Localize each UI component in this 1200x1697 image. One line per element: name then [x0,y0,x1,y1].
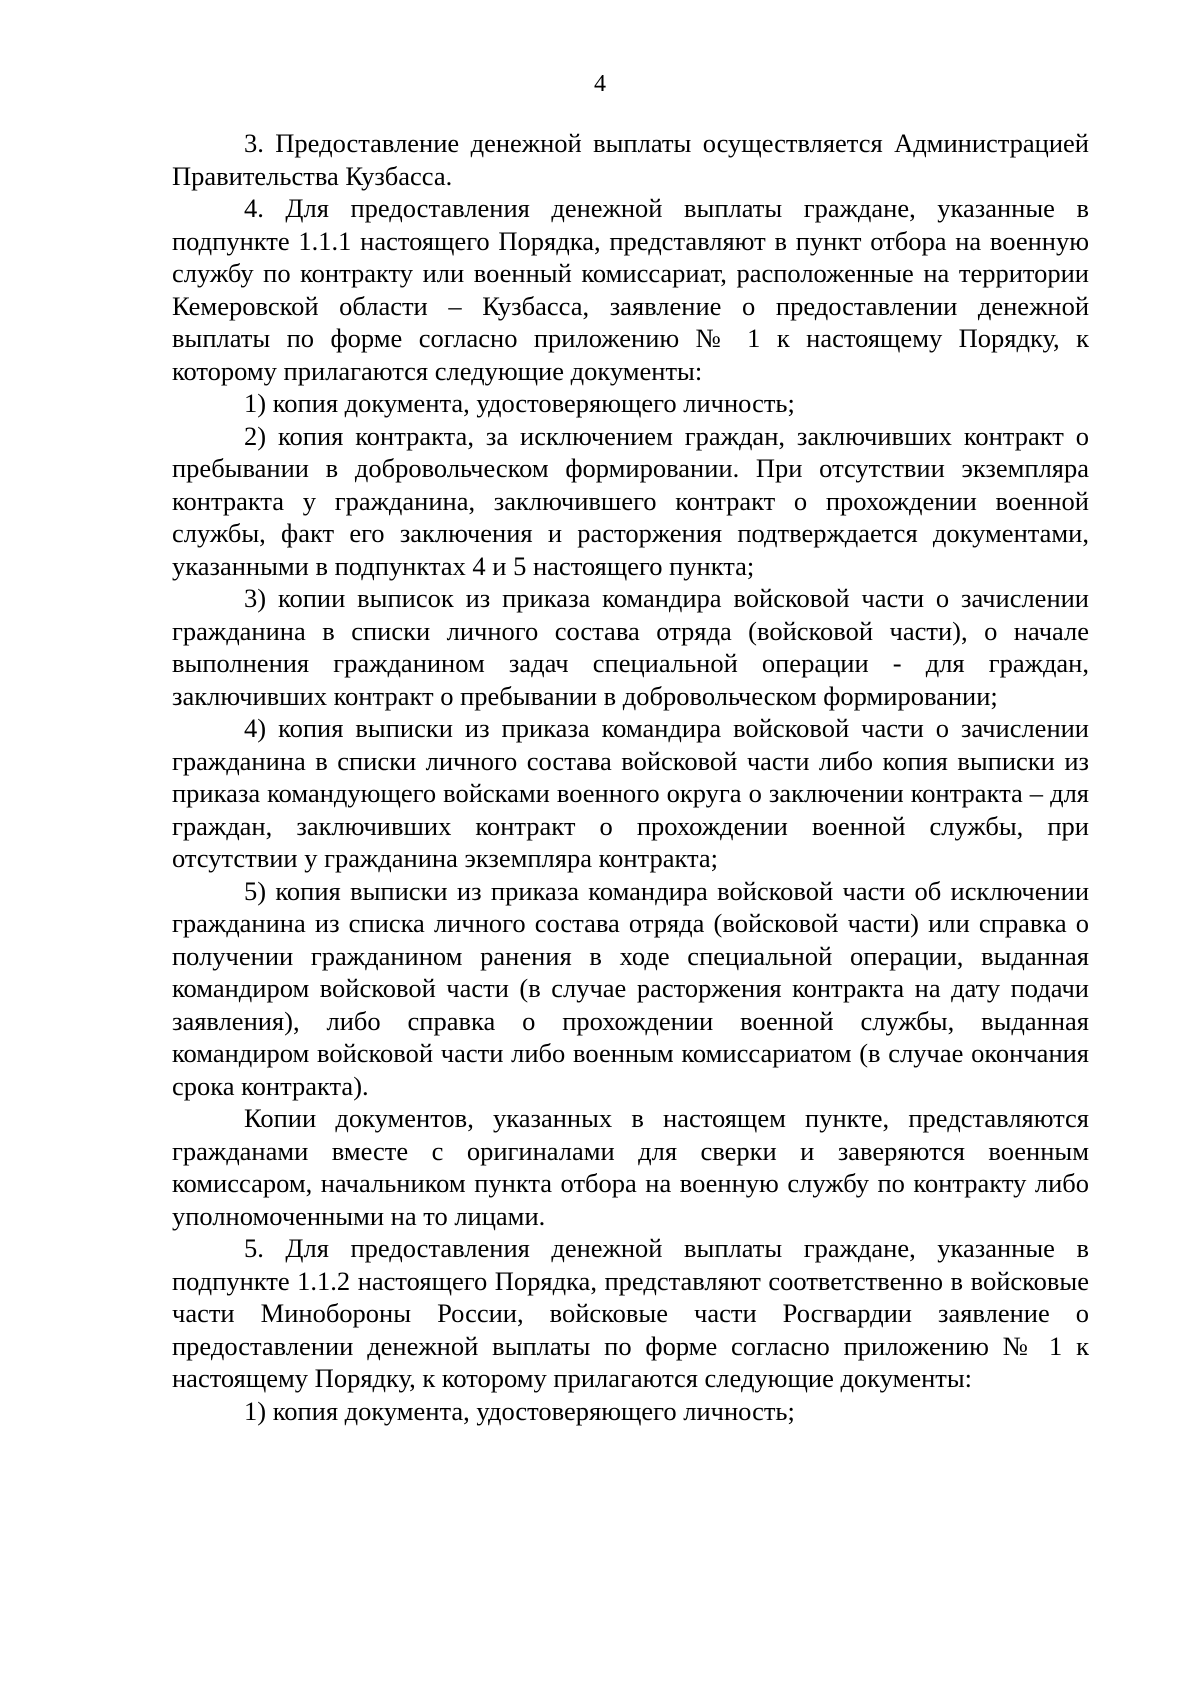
paragraph-copies-note: Копии документов, указанных в настоящем пункте, представляются гражданами вместе с оригиналами для сверки и заверяются военным комиссаром, начальником пункта отбора на военную службу по контракту либо уполномоченными на то лицами. [172,1103,1089,1231]
paragraph-5: 5. Для предоставления денежной выплаты граждане, указанные в подпункте 1.1.2 настоящего Порядка, представляют соответственно в войсковые части Минобороны России, войсковые части Росгвардии заявление о предоставлении денежной выплаты по форме согласно приложению № 1 к настоящему Порядку, к которому прилагаются следующие документы: [172,1233,1089,1393]
paragraph-4: 4. Для предоставления денежной выплаты граждане, указанные в подпункте 1.1.1 настоящего Порядка, представляют в пункт отбора на военную службу по контракту или военный комиссариат, расположенные на территории Кемеровской области – Кузбасса, заявление о предоставлении денежной выплаты по форме согласно приложению № 1 к настоящему Порядку, к которому прилагаются следующие документы: [172,193,1089,386]
list-item: 1) копия документа, удостоверяющего личность; [244,388,795,418]
document-body [172,127,1089,1427]
list-item: 4) копия выписки из приказа командира войсковой части о зачислении гражданина в списки личного состава войсковой части либо копия выписки из приказа командующего войсками военного округа о заключении контракта – для граждан, заключивших контракт о прохождении военной службы, при отсутствии у гражданина экземпляра контракта; [172,713,1089,873]
list-item: 3) копии выписок из приказа командира войсковой части о зачислении гражданина в списки личного состава отряда (войсковой части), о начале выполнения гражданином задач специальной операции - для граждан, заключивших контракт о пребывании в добровольческом формировании; [172,583,1089,711]
list-item: 5) копия выписки из приказа командира войсковой части об исключении гражданина из списка личного состава отряда (войсковой части) или справка о получении гражданином ранения в ходе специальной операции, выданная командиром войсковой части (в случае расторжения контракта на дату подачи заявления), либо справка о прохождении военной службы, выданная командиром войсковой части либо военным комиссариатом (в случае окончания срока контракта). [172,875,1089,1101]
page-number: 4 [594,71,606,97]
list-item: 2) копия контракта, за исключением граждан, заключивших контракт о пребывании в добровольческом формировании. При отсутствии экземпляра контракта у гражданина, заключившего контракт о прохождении военной службы, факт его заключения и расторжения подтверждается документами, указанными в подпунктах 4 и 5 настоящего пункта; [172,420,1089,581]
list-item: 1) копия документа, удостоверяющего личность; [244,1395,795,1426]
paragraph-3: 3. Предоставление денежной выплаты осуществляется Администрацией Правительства Кузбасса. [172,128,1089,191]
